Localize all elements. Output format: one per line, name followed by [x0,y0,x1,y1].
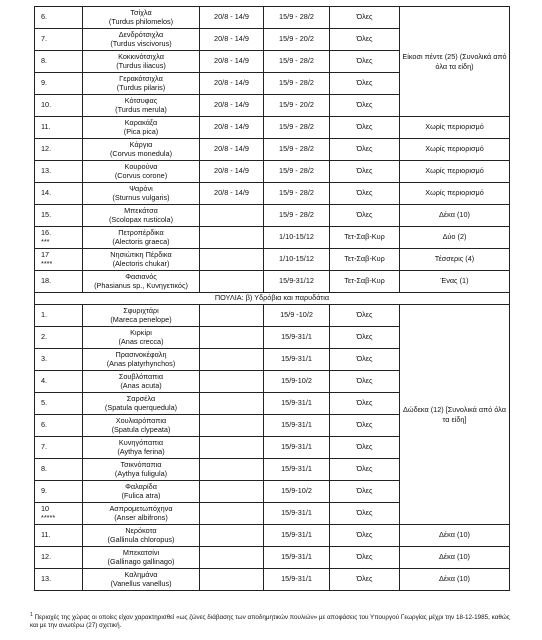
species-greek-name: Κάργια [129,140,153,150]
bag-limit: Δέκα (10) [400,205,510,227]
species-greek-name: Κοκκινότσιχλα [118,52,164,62]
row-number [35,7,83,29]
species-latin-name: (Pica pica) [123,126,159,136]
hunting-days: Όλες [330,481,400,503]
main-season-period: 15/9-31/1 [264,547,330,569]
row-number-text: 8. [41,464,48,474]
row-number [35,117,83,139]
early-season-period [200,393,264,415]
species-cell [83,249,200,271]
hunting-days: Όλες [330,139,400,161]
species-greek-name: Γερακότσιχλα [119,74,163,84]
species-cell [83,51,200,73]
species-latin-name: (Aythya ferina) [117,446,165,456]
species-cell [83,7,200,29]
species-greek-name: Καλημάνα [124,570,158,580]
hunting-days: Όλες [330,205,400,227]
row-number-text: 9. [41,78,48,88]
row-number [35,393,83,415]
table-row [35,161,510,183]
early-season-period [200,371,264,393]
main-season-period: 15/9-31/1 [264,569,330,591]
main-season-period: 1/10-15/12 [264,227,330,249]
main-season-period: 15/9-31/1 [264,437,330,459]
early-season-period [200,249,264,271]
species-greek-name: Κουρούνα [124,162,158,172]
hunting-days: Όλες [330,161,400,183]
table-row [35,117,510,139]
row-number [35,227,83,249]
row-number [35,437,83,459]
main-season-period: 15/9-31/1 [264,525,330,547]
species-cell [83,139,200,161]
species-cell [83,227,200,249]
footnote-marker: 1 [30,612,33,618]
early-season-period [200,569,264,591]
early-season-period [200,525,264,547]
species-latin-name: (Corvus corone) [114,170,168,180]
row-number [35,249,83,271]
table-row [35,205,510,227]
species-latin-name: (Spatula clypeata) [111,424,171,434]
species-latin-name: (Corvus monedula) [109,148,173,158]
early-season-period [200,415,264,437]
main-season-period: 15/9 - 28/2 [264,117,330,139]
footnote [30,612,512,630]
section-header-row [35,293,510,305]
row-number-text: 4. [41,376,48,386]
bag-limit: Χωρίς περιορισμό [400,139,510,161]
species-cell [83,371,200,393]
main-season-period: 15/9 - 28/2 [264,73,330,95]
species-cell [83,73,200,95]
hunting-days: Όλες [330,7,400,29]
species-cell [83,547,200,569]
main-season-period: 15/9-10/2 [264,481,330,503]
species-latin-name: (Sturnus vulgaris) [112,192,170,202]
species-cell [83,503,200,525]
row-number-text: 8. [41,56,48,66]
bag-limit: Δέκα (10) [400,525,510,547]
row-footnote-marker: **** [41,258,53,268]
row-number-text: 2. [41,332,48,342]
early-season-period [200,227,264,249]
hunting-days: Όλες [330,547,400,569]
early-season-period: 20/8 - 14/9 [200,51,264,73]
early-season-period: 20/8 - 14/9 [200,73,264,95]
species-latin-name: (Gallinago gallinago) [107,556,175,566]
row-number-text: 10 [41,504,50,514]
early-season-period [200,349,264,371]
hunting-days: Όλες [330,569,400,591]
species-latin-name: (Turdus pilaris) [116,82,166,92]
bag-limit: Χωρίς περιορισμό [400,117,510,139]
species-latin-name: (Mareca penelope) [110,314,172,324]
early-season-period [200,327,264,349]
species-latin-name: (Anser albifrons) [114,512,168,522]
row-number-text: 12. [41,144,52,154]
early-season-period: 20/8 - 14/9 [200,139,264,161]
row-number-text: 10. [41,100,52,110]
species-cell [83,569,200,591]
table-row [35,139,510,161]
row-number-text: 14. [41,188,52,198]
hunting-days: Όλες [330,437,400,459]
main-season-period: 1/10-15/12 [264,249,330,271]
main-season-period: 15/9-10/2 [264,371,330,393]
species-greek-name: Ασπρομετωπόχηνα [109,504,173,514]
row-number-text: 5. [41,398,48,408]
table-row [35,227,510,249]
row-number [35,349,83,371]
early-season-period [200,437,264,459]
main-season-period: 15/9-31/1 [264,393,330,415]
species-cell [83,481,200,503]
row-number [35,29,83,51]
hunting-days: Όλες [330,183,400,205]
bag-limit: Χωρίς περιορισμό [400,183,510,205]
row-footnote-marker: *** [41,236,50,246]
row-number-text: 11. [41,122,51,132]
species-latin-name: (Turdus merula) [115,104,167,114]
species-cell [83,349,200,371]
row-number [35,481,83,503]
main-season-period: 15/9 - 20/2 [264,29,330,51]
hunting-days: Όλες [330,73,400,95]
species-greek-name: Νησιώτικη Πέρδικα [110,250,172,260]
row-number [35,139,83,161]
species-latin-name: (Turdus philomelos) [108,16,174,26]
species-cell [83,117,200,139]
early-season-period [200,503,264,525]
row-number [35,525,83,547]
row-number-text: 15. [41,210,52,220]
species-greek-name: Κυνηγόπαπια [118,438,164,448]
species-greek-name: Κότσυφας [124,96,158,106]
early-season-period: 20/8 - 14/9 [200,183,264,205]
species-greek-name: Σαρσέλα [126,394,156,404]
table-row [35,7,510,29]
species-greek-name: Κιρκίρι [130,328,152,338]
row-number [35,271,83,293]
main-season-period: 15/9-31/1 [264,349,330,371]
row-number-text: 7. [41,34,48,44]
row-footnote-marker: ***** [41,512,56,522]
species-latin-name: (Spatula querquedula) [104,402,178,412]
row-number-text: 6. [41,420,48,430]
early-season-period: 20/8 - 14/9 [200,29,264,51]
row-number [35,73,83,95]
species-cell [83,161,200,183]
hunting-days: Όλες [330,349,400,371]
species-greek-name: Χουλιαρόπαπια [115,416,167,426]
early-season-period [200,481,264,503]
early-season-period: 20/8 - 14/9 [200,95,264,117]
species-latin-name: (Alectoris chukar) [112,258,170,268]
bag-limit-group: Δώδεκα (12) [Συνολικά από όλα τα είδη] [400,305,510,525]
species-greek-name: Ψαρόνι [129,184,153,194]
hunting-days: Τετ-Σαβ-Κυρ [330,249,400,271]
species-latin-name: (Vanellus vanellus) [110,578,172,588]
table-body [35,7,510,591]
main-season-period: 15/9-31/1 [264,327,330,349]
species-greek-name: Φαλαρίδα [125,482,157,492]
row-number [35,459,83,481]
main-season-period: 15/9-31/1 [264,503,330,525]
species-latin-name: (Alectoris graeca) [112,236,170,246]
species-cell [83,205,200,227]
row-number-text: 17 [41,250,50,260]
species-cell [83,183,200,205]
bag-limit: Δύο (2) [400,227,510,249]
row-number-text: 3. [41,354,48,364]
row-number-text: 18. [41,276,52,286]
species-greek-name: Τσικνόπαπια [120,460,162,470]
hunting-days: Όλες [330,29,400,51]
main-season-period: 15/9 - 20/2 [264,95,330,117]
row-number-text: 16. [41,228,52,238]
hunting-days: Όλες [330,415,400,437]
table-row [35,249,510,271]
hunting-days: Όλες [330,459,400,481]
main-season-period: 15/9-31/12 [264,271,330,293]
species-greek-name: Νερόκοτα [125,526,157,536]
main-season-period: 15/9 - 28/2 [264,205,330,227]
species-latin-name: (Gallinula chloropus) [107,534,175,544]
species-cell [83,415,200,437]
row-number [35,305,83,327]
species-cell [83,305,200,327]
species-greek-name: Πρασινοκέφαλη [115,350,167,360]
main-season-period: 15/9 -10/2 [264,305,330,327]
early-season-period [200,205,264,227]
hunting-days: Όλες [330,393,400,415]
early-season-period [200,459,264,481]
hunting-days: Όλες [330,371,400,393]
row-number-text: 7. [41,442,48,452]
species-greek-name: Σφυριχτάρι [123,306,159,316]
hunting-days: Όλες [330,525,400,547]
species-cell [83,327,200,349]
species-latin-name: (Aythya fuligula) [114,468,168,478]
row-number [35,327,83,349]
species-greek-name: Τσίχλα [130,8,152,18]
row-number-text: 13. [41,574,52,584]
row-number [35,547,83,569]
main-season-period: 15/9 - 28/2 [264,161,330,183]
species-cell [83,459,200,481]
species-greek-name: Σουβλόπαπια [118,372,164,382]
table-row [35,525,510,547]
species-greek-name: Δενδρότσιχλα [118,30,164,40]
bag-limit: Δέκα (10) [400,547,510,569]
species-latin-name: (Fulica atra) [121,490,161,500]
species-greek-name: Φασιανός [125,272,157,282]
footnote-text: Περιοχές της χώρας οι οποίες είχαν χαρακτηρισθεί «ως ζώνες διάβασης των αποδημητικών πουλιών» με αποφάσεις του Υπουργού Γεωργίας μέχρι την 18-12-1985, καθώς και με την ανωτέρω (27) σχετική. [30,614,510,630]
early-season-period [200,271,264,293]
early-season-period [200,547,264,569]
hunting-days: Όλες [330,305,400,327]
main-season-period: 15/9-31/1 [264,459,330,481]
species-cell [83,525,200,547]
species-greek-name: Μπεκάτσα [124,206,158,216]
row-number [35,371,83,393]
bag-limit: Τέσσερις (4) [400,249,510,271]
species-cell [83,29,200,51]
species-latin-name: (Turdus iliacus) [116,60,166,70]
hunting-days: Όλες [330,95,400,117]
section-title: ΠΟΥΛΙΑ: β) Υδρόβια και παρυδάτια [35,293,510,305]
row-number [35,51,83,73]
bag-limit: Δέκα (10) [400,569,510,591]
species-latin-name: (Phasianus sp., Κυνηγετικός) [94,280,188,290]
row-number [35,415,83,437]
row-number [35,503,83,525]
species-cell [83,393,200,415]
row-number-text: 13. [41,166,52,176]
species-latin-name: (Anas acuta) [120,380,162,390]
row-number [35,205,83,227]
early-season-period: 20/8 - 14/9 [200,117,264,139]
species-greek-name: Μπεκατσίνι [122,548,160,558]
species-cell [83,271,200,293]
table-row [35,569,510,591]
row-number [35,569,83,591]
hunting-days: Όλες [330,117,400,139]
hunting-days: Τετ-Σαβ-Κυρ [330,227,400,249]
species-latin-name: (Scolopax rusticola) [108,214,174,224]
row-number [35,95,83,117]
hunting-days: Όλες [330,503,400,525]
row-number [35,183,83,205]
row-number-text: 11. [41,530,51,540]
species-greek-name: Καρακάξα [124,118,158,128]
species-greek-name: Πετροπέρδικα [118,228,164,238]
table-row [35,547,510,569]
row-number [35,161,83,183]
table-row [35,271,510,293]
hunting-days: Όλες [330,327,400,349]
row-number-text: 6. [41,12,48,22]
bag-limit-group: Είκοσι πέντε (25) (Συνολικά από όλα τα είδη) [400,7,510,117]
main-season-period: 15/9 - 28/2 [264,7,330,29]
main-season-period: 15/9-31/1 [264,415,330,437]
early-season-period: 20/8 - 14/9 [200,7,264,29]
species-latin-name: (Turdus viscivorus) [110,38,172,48]
hunting-days: Όλες [330,51,400,73]
bag-limit: Χωρίς περιορισμό [400,161,510,183]
hunting-seasons-table [34,6,510,591]
early-season-period: 20/8 - 14/9 [200,161,264,183]
main-season-period: 15/9 - 28/2 [264,51,330,73]
bag-limit: Ένας (1) [400,271,510,293]
species-cell [83,95,200,117]
main-season-period: 15/9 - 28/2 [264,183,330,205]
row-number-text: 12. [41,552,52,562]
species-cell [83,437,200,459]
hunting-days: Τετ-Σαβ-Κυρ [330,271,400,293]
main-season-period: 15/9 - 28/2 [264,139,330,161]
species-latin-name: (Anas platyrhynchos) [106,358,176,368]
row-number-text: 1. [41,310,48,320]
table-row [35,305,510,327]
table-row [35,183,510,205]
early-season-period [200,305,264,327]
species-latin-name: (Anas crecca) [118,336,164,346]
row-number-text: 9. [41,486,48,496]
